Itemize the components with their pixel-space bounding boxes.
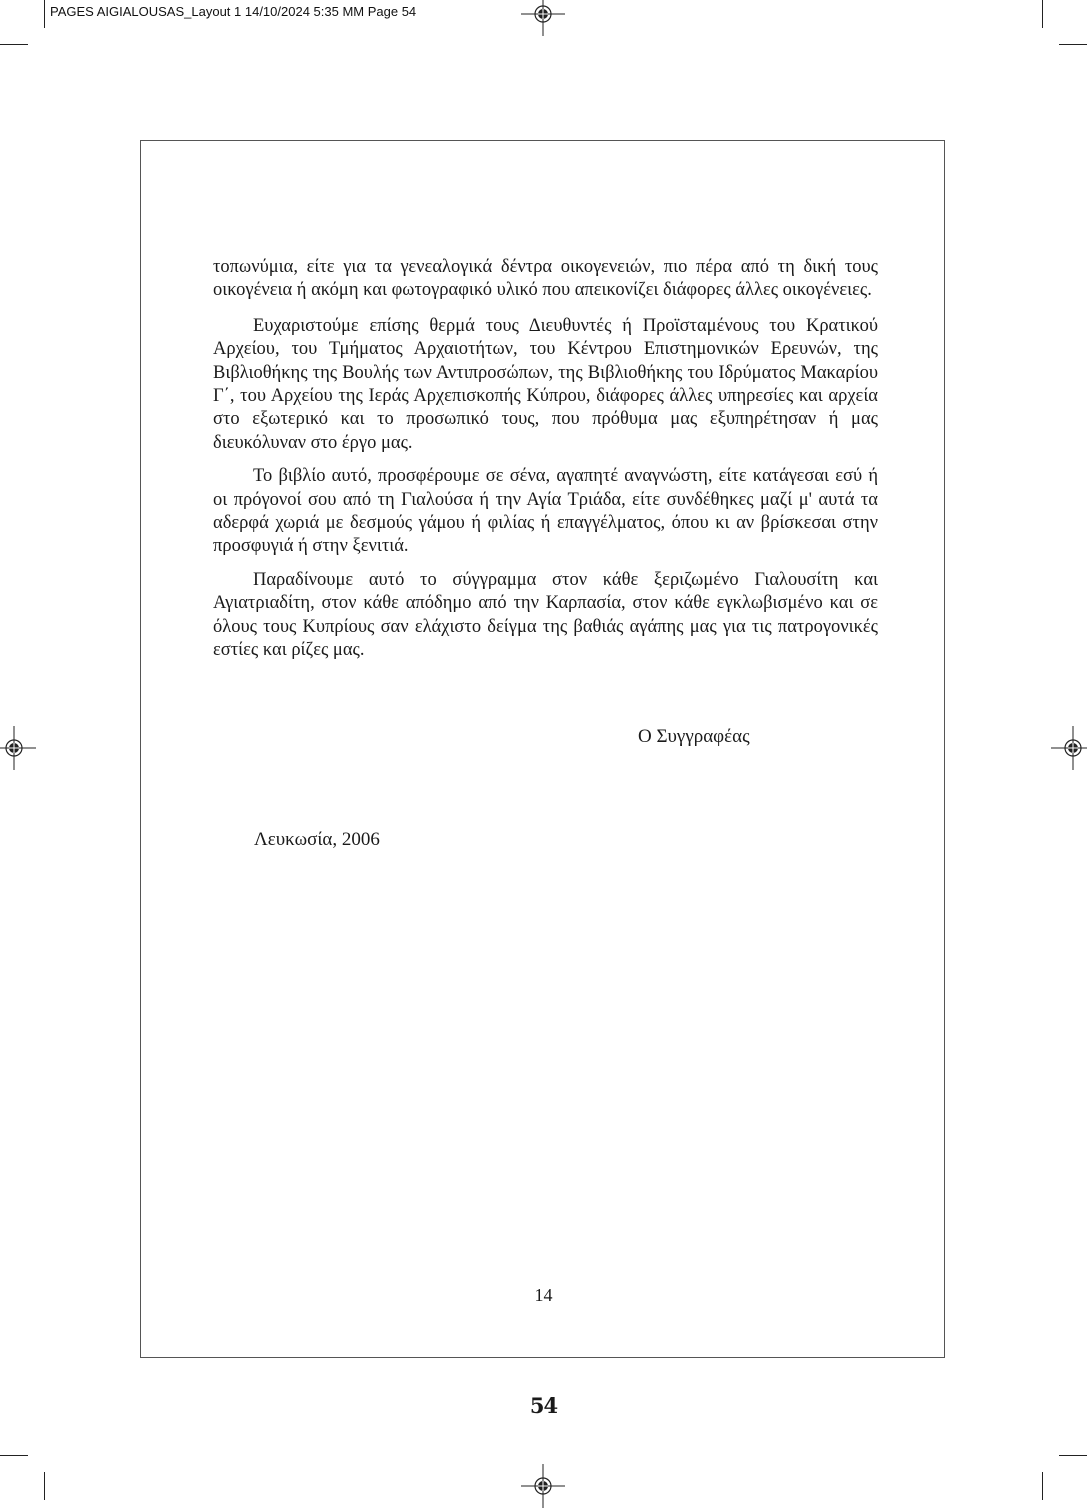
body-text: [213, 256, 878, 673]
registration-mark-top-icon: [521, 0, 565, 36]
book-page-number: 14: [534, 1285, 553, 1305]
registration-mark-right-icon: [1051, 726, 1087, 770]
registration-mark-left-icon: [0, 726, 36, 770]
crop-mark-bottom-right-h: [1059, 1455, 1087, 1456]
crop-mark-bottom-left-v: [44, 1472, 45, 1500]
paragraph-acknowledgements: Ευχαριστούμε επίσης θερμά τους Διευθυντές ή Προϊσταμένους του Κρατικού Αρχείου, του Τμήματος Αρχαιοτήτων, του Κέντρου Επιστημονικών Ερευνών, της Βιβλιοθήκης της Βουλής των Αντιπροσώπων, της Βιβλιοθήκης του Ιδρύματος Μακαρίου Γ΄, του Αρχείου της Ιεράς Αρχεπισκοπής Κύπρου, διάφορες άλλες υπηρεσίες και αρχεία στο εξωτερικό και το προσωπικό τους, που πρόθυμα μας εξυπηρέτησαν ή μας διευκόλυναν στο έργο μας.: [213, 315, 878, 453]
paragraph-dedication-refugees: Παραδίνουμε αυτό το σύγγραμμα στον κάθε ξεριζωμένο Γιαλουσίτη και Αγιατριαδίτη, στον κάθε απόδημο από την Καρπασία, στον κάθε εγκλωβισμένο και σε όλους τους Κυπρίους σαν ελάχιστο δείγμα της βαθιάς αγάπης μας για τις πατρογονικές εστίες και ρίζες μας.: [213, 569, 878, 661]
print-slug: PAGES AIGIALOUSAS_Layout 1 14/10/2024 5:35 MM Page 54: [50, 4, 417, 19]
folio-number: 54: [529, 1393, 558, 1418]
crop-mark-top-right-h: [1059, 44, 1087, 45]
crop-mark-top-left-h: [0, 44, 28, 45]
crop-mark-bottom-left-h: [0, 1455, 28, 1456]
crop-mark-top-left-v: [44, 0, 45, 28]
registration-mark-bottom-icon: [521, 1464, 565, 1508]
place-date: Λευκωσία, 2006: [254, 829, 380, 850]
crop-mark-top-right-v: [1042, 0, 1043, 28]
crop-mark-bottom-right-v: [1042, 1472, 1043, 1500]
author-signature: Ο Συγγραφέας: [638, 726, 750, 747]
paragraph-continuation: τοπωνύμια, είτε για τα γενεαλογικά δέντρα οικογενειών, πιο πέρα από τη δική τους οικογένεια ή ακόμη και φωτογραφικό υλικό που απεικονίζει διάφορες άλλες οικογένειες.: [213, 257, 878, 301]
paragraph-dedication-reader: Το βιβλίο αυτό, προσφέρουμε σε σένα, αγαπητέ αναγνώστη, είτε κατάγεσαι εσύ ή οι πρόγονοί σου από τη Γιαλούσα ή την Αγία Τριάδα, είτε συνδέθηκες μαζί μ' αυτά τα αδερφά χωριά με δεσμούς γάμου ή φιλίας ή επαγγέλματος, όπου κι αν βρίσκεσαι στην προσφυγιά ή στην ξενιτιά.: [213, 466, 878, 557]
